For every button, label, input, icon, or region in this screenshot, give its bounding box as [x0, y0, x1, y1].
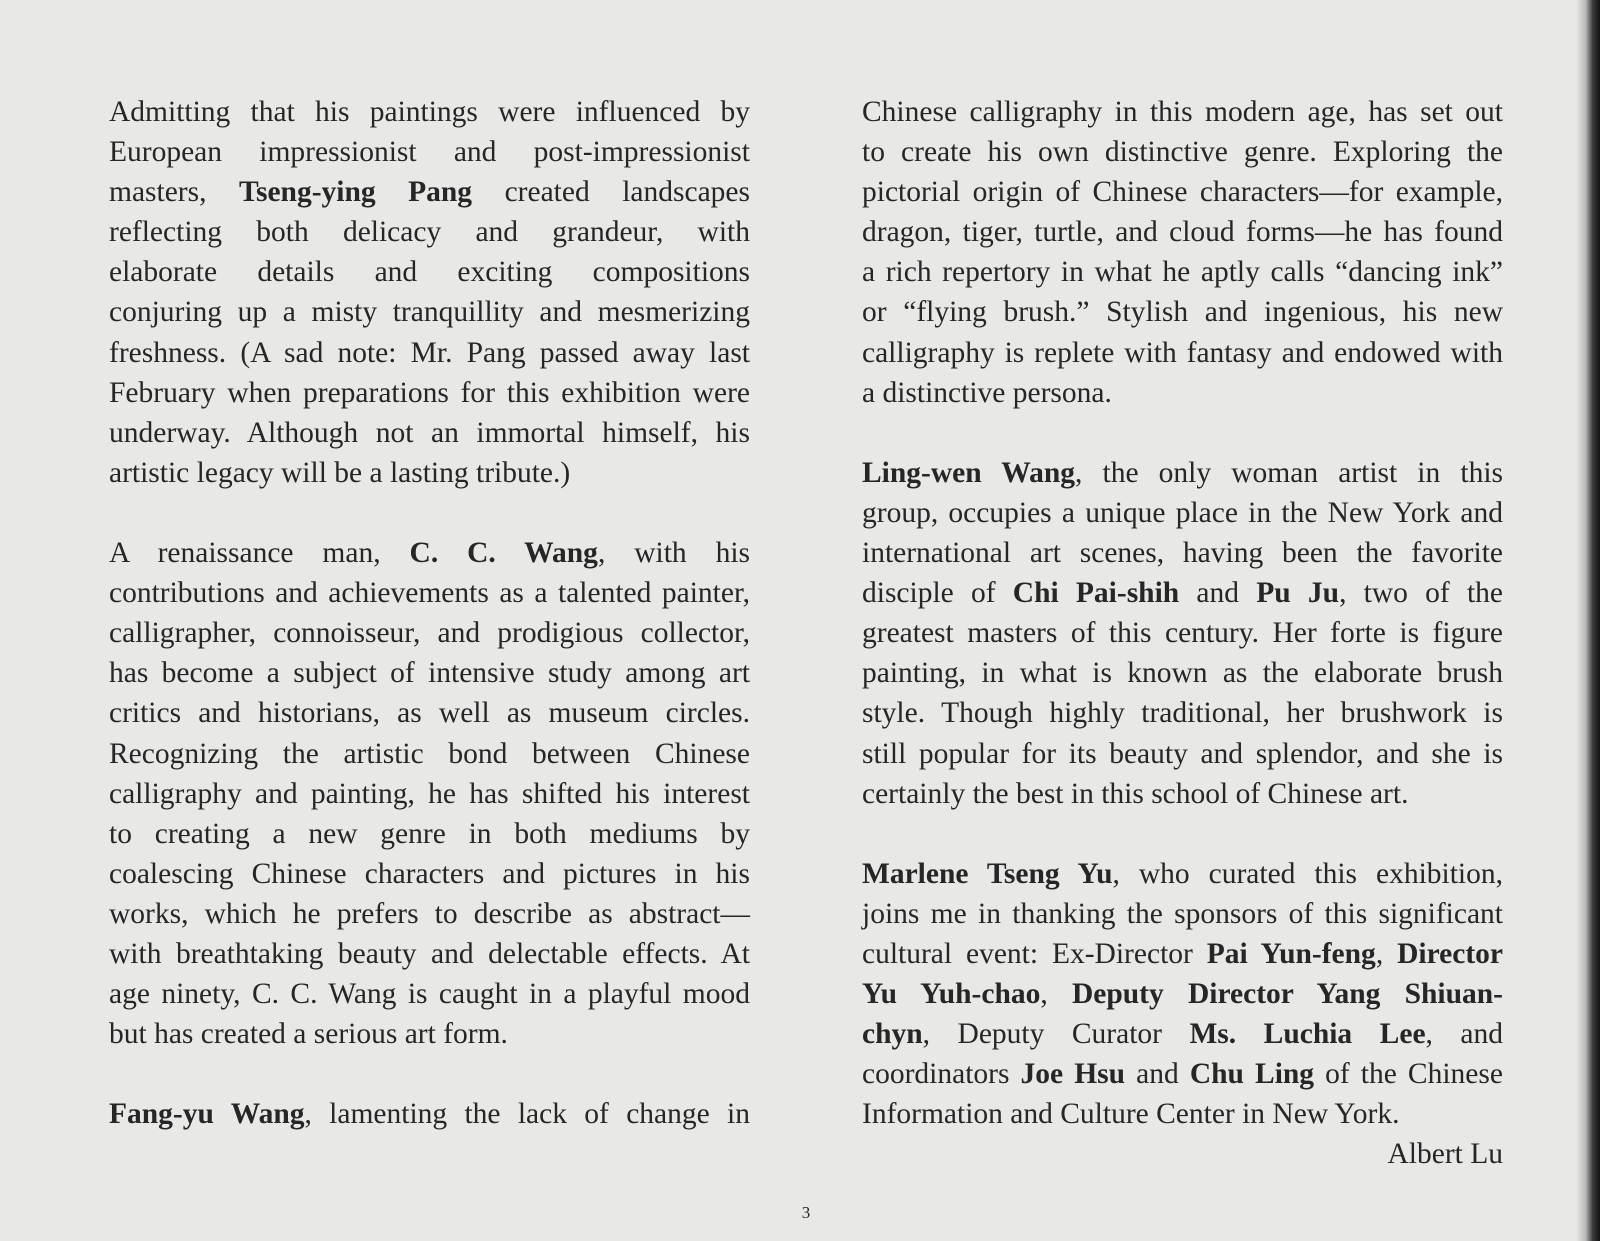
text-line — [862, 774, 1503, 814]
text-line — [109, 814, 750, 854]
text-run: Albert Lu — [1387, 1138, 1503, 1171]
text-line — [862, 493, 1503, 533]
text-run: to create his own distinctive genre. Exploring the — [862, 136, 1503, 169]
text-run: of the Chinese — [1314, 1058, 1503, 1091]
text-run: underway. Although not an immortal himself, his — [109, 416, 750, 449]
text-run: has become a subject of intensive study among art — [109, 657, 750, 690]
text-run: and — [1125, 1058, 1190, 1091]
text-line — [862, 734, 1503, 774]
text-line — [109, 573, 750, 613]
text-line — [862, 653, 1503, 693]
text-run: group, occupies a unique place in the New York and — [862, 496, 1503, 529]
text-line — [109, 613, 750, 653]
text-line — [109, 1014, 750, 1054]
text-run: style. Though highly traditional, her brushwork is — [862, 697, 1503, 730]
text-line — [862, 934, 1503, 974]
left-text-column — [109, 92, 750, 1134]
bold-name: Joe Hsu — [1020, 1058, 1126, 1091]
text-run: international art scenes, having been the favorite — [862, 537, 1503, 570]
text-run: and — [1179, 577, 1257, 610]
bold-name: Ms. Luchia Lee — [1189, 1018, 1426, 1051]
bold-name: Fang-yu Wang — [109, 1098, 305, 1131]
bold-name: chyn — [862, 1018, 923, 1051]
text-run: works, which he prefers to describe as abstract— — [109, 897, 750, 930]
paragraph-break — [109, 493, 750, 533]
text-line — [109, 413, 750, 453]
bold-name: Chu Ling — [1189, 1058, 1315, 1091]
text-line — [862, 613, 1503, 653]
text-line — [862, 172, 1503, 212]
text-line — [109, 132, 750, 172]
text-run: painting, in what is known as the elaborate brush — [862, 657, 1503, 690]
text-run: Recognizing the artistic bond between Chinese — [109, 737, 750, 770]
signature — [862, 1134, 1503, 1174]
page-binding-edge — [1576, 0, 1600, 1241]
text-run: elaborate details and exciting compositions — [109, 256, 750, 289]
text-line — [109, 453, 750, 493]
text-run: February when preparations for this exhibition were — [109, 376, 750, 409]
bold-name: Pu Ju — [1256, 577, 1340, 610]
text-line — [862, 1094, 1503, 1134]
text-line — [862, 693, 1503, 733]
text-line — [862, 292, 1503, 332]
text-line — [109, 252, 750, 292]
text-run: artistic legacy will be a lasting tribute.) — [109, 456, 571, 489]
text-run: Information and Culture Center in New York. — [862, 1098, 1400, 1131]
text-run: age ninety, C. C. Wang is caught in a playful mood — [109, 978, 750, 1011]
text-run: , lamenting the lack of change in — [304, 1098, 750, 1131]
bold-name: C. C. Wang — [409, 537, 598, 570]
text-line — [109, 774, 750, 814]
text-run: reflecting both delicacy and grandeur, with — [109, 216, 750, 249]
text-line — [109, 533, 750, 573]
bold-name: Pai Yun-feng — [1206, 937, 1376, 970]
text-run: , Deputy Curator — [922, 1018, 1190, 1051]
text-line — [109, 212, 750, 252]
text-run: critics and historians, as well as museum circles. — [109, 697, 750, 730]
text-line — [862, 894, 1503, 934]
text-run: a distinctive persona. — [862, 376, 1112, 409]
text-run: still popular for its beauty and splendor, and she is — [862, 737, 1503, 770]
text-line — [862, 132, 1503, 172]
text-run: pictorial origin of Chinese characters—for example, — [862, 176, 1503, 209]
text-run: a rich repertory in what he aptly calls “dancing ink” — [862, 256, 1503, 289]
text-run: or “flying brush.” Stylish and ingenious, his new — [862, 296, 1503, 329]
text-line — [109, 292, 750, 332]
text-line — [109, 934, 750, 974]
text-line — [862, 373, 1503, 413]
text-line — [862, 573, 1503, 613]
bold-name: Yu Yuh-chao — [862, 978, 1041, 1011]
text-line — [109, 734, 750, 774]
text-run: , who curated this exhibition, — [1112, 857, 1503, 890]
text-line — [862, 533, 1503, 573]
text-run: A renaissance man, — [109, 537, 410, 570]
bold-name: Director — [1397, 937, 1503, 970]
text-line — [862, 1014, 1503, 1054]
text-run: calligrapher, connoisseur, and prodigious collector, — [109, 617, 750, 650]
text-run: coalescing Chinese characters and pictures in his — [109, 857, 750, 890]
text-line — [862, 1054, 1503, 1094]
text-run: , — [1375, 937, 1398, 970]
text-run: joins me in thanking the sponsors of this significant — [862, 897, 1503, 930]
text-run: Chinese calligraphy in this modern age, has set out — [862, 96, 1503, 128]
text-run: calligraphy and painting, he has shifted his interest — [109, 777, 750, 810]
text-line — [862, 854, 1503, 894]
text-run: European impressionist and post-impressionist — [109, 136, 750, 169]
text-run: , and — [1425, 1018, 1504, 1051]
text-run: greatest masters of this century. Her forte is figure — [862, 617, 1503, 650]
text-line — [109, 333, 750, 373]
text-line — [862, 453, 1503, 493]
text-run: conjuring up a misty tranquillity and mesmerizing — [109, 296, 750, 329]
text-run: , the only woman artist in this — [1075, 456, 1503, 489]
text-run: to creating a new genre in both mediums by — [109, 817, 750, 850]
text-line — [862, 333, 1503, 373]
page-number: 3 — [801, 1203, 811, 1222]
text-line — [109, 653, 750, 693]
text-run: coordinators — [862, 1058, 1021, 1091]
text-run: certainly the best in this school of Chinese art. — [862, 777, 1409, 810]
text-run: Admitting that his paintings were influenced by — [109, 96, 750, 128]
text-line — [109, 974, 750, 1014]
text-line — [862, 212, 1503, 252]
text-run: freshness. (A sad note: Mr. Pang passed away last — [109, 336, 750, 369]
text-run: contributions and achievements as a talented painter, — [109, 577, 750, 610]
paragraph-break — [862, 814, 1503, 854]
bold-name: Tseng-ying Pang — [239, 176, 473, 209]
text-run: , — [1040, 978, 1072, 1011]
bold-name: Marlene Tseng Yu — [862, 857, 1113, 890]
text-line — [109, 894, 750, 934]
text-line — [109, 854, 750, 894]
text-run: masters, — [109, 176, 239, 209]
text-line — [862, 92, 1503, 132]
text-line — [109, 693, 750, 733]
text-run: created landscapes — [472, 176, 750, 209]
text-line — [109, 172, 750, 212]
text-run: but has created a serious art form. — [109, 1018, 508, 1051]
paragraph-break — [862, 413, 1503, 453]
bold-name: Deputy Director Yang Shiuan- — [1071, 978, 1503, 1011]
text-run: calligraphy is replete with fantasy and endowed with — [862, 336, 1503, 369]
text-run: , with his — [597, 537, 750, 570]
text-line — [109, 1094, 750, 1134]
text-run: disciple of — [862, 577, 1013, 610]
text-run: with breathtaking beauty and delectable effects. At — [109, 937, 750, 970]
text-run: dragon, tiger, turtle, and cloud forms—he has found — [862, 216, 1503, 249]
paragraph-break — [109, 1054, 750, 1094]
bold-name: Chi Pai-shih — [1012, 577, 1180, 610]
text-line — [109, 92, 750, 132]
text-line — [862, 974, 1503, 1014]
text-line — [109, 373, 750, 413]
text-run: , two of the — [1339, 577, 1503, 610]
text-run: cultural event: Ex-Director — [862, 937, 1207, 970]
text-line — [862, 252, 1503, 292]
bold-name: Ling-wen Wang — [862, 456, 1076, 489]
right-text-column — [862, 92, 1503, 1175]
